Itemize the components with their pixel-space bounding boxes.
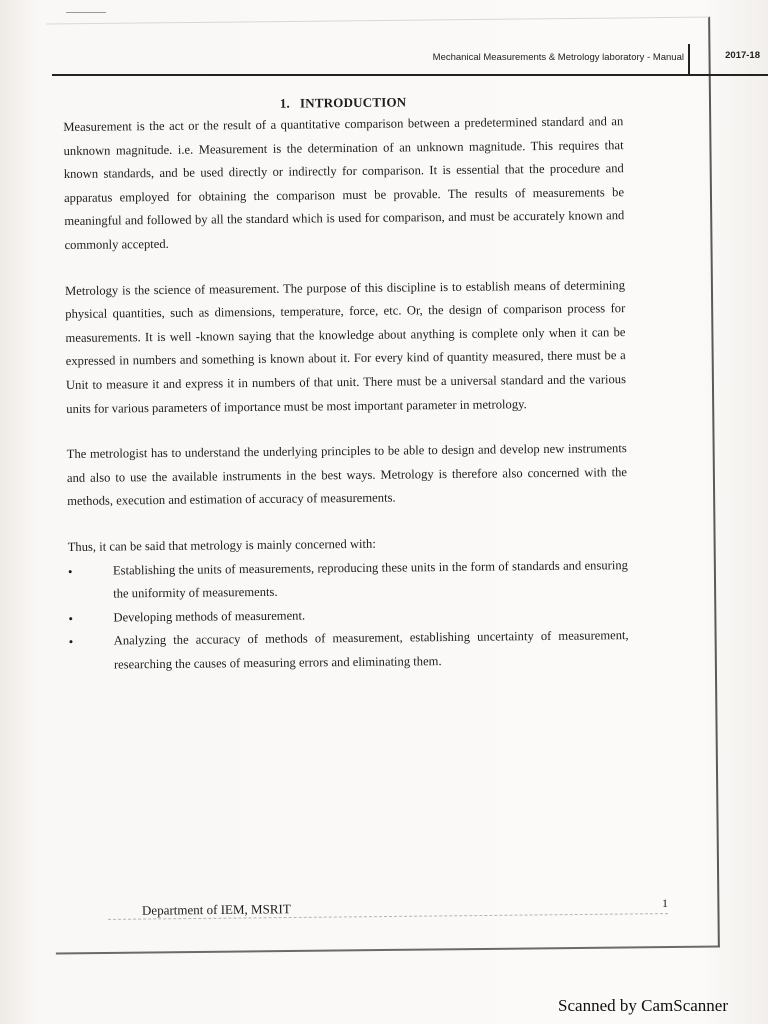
academic-year: 2017-18: [725, 50, 760, 61]
list-item-text: Developing methods of measurement.: [113, 608, 306, 625]
scan-corner-mark: [66, 12, 106, 13]
page-number: 1: [662, 896, 668, 910]
bullet-icon: •: [68, 634, 74, 650]
list-item: [68, 554, 628, 607]
section-number: 1.: [279, 95, 291, 111]
scanner-watermark: Scanned by CamScanner: [558, 996, 728, 1015]
concerns-list: [68, 554, 629, 678]
footer-department: Department of IEM, MSRIT: [141, 901, 291, 918]
paragraph-measurement: Measurement is the act or the result of a quantitative comparison between a predetermined standard and an unknown magnitude. i.e. Measurement is the determination of an unknown magnitude. This requires that known standards, and be used directly or indirectly for comparison. It is essential that the procedure and apparatus employed for obtaining the comparison must be provable. The results of measurements be meaningful and followed by all the standard which is used for comparison, and must be accurately known and commonly accepted.: [63, 114, 625, 252]
list-item-text: Establishing the units of measurements, reproducing these units in the form of standards and ensuring the uniformity of measurements.: [112, 557, 628, 601]
paragraph-concerns-intro: Thus, it can be said that metrology is mainly concerned with:: [67, 536, 376, 554]
paragraph-metrology: Metrology is the science of measurement. The purpose of this discipline is to establish means of determining physical quantities, such as dimensions, temperature, force, etc. Or, the design of comparison process for measurements. It is well -known saying that the knowledge about anything is complete only when it can be expressed in numbers and something is known about it. For every kind of quantity measured, there must be a Unit to measure it and express it in numbers of that unit. There must be a universal standard and the various units for various parameters of importance must be most important parameter in metrology.: [64, 277, 627, 416]
section-title: INTRODUCTION: [299, 94, 407, 111]
bullet-icon: •: [68, 610, 74, 626]
header-rule: [52, 74, 768, 76]
list-item: [69, 624, 629, 677]
list-item-text: Analyzing the accuracy of methods of measurement, establishing uncertainty of measurement, researching the causes of measuring errors and eliminating them.: [113, 628, 629, 672]
manual-title: Mechanical Measurements & Metrology laboratory - Manual: [432, 52, 684, 63]
header-separator: [688, 44, 690, 76]
bullet-icon: •: [67, 563, 73, 579]
page-header: [52, 24, 768, 74]
document-body: [63, 92, 629, 677]
paragraph-metrologist: The metrologist has to understand the underlying principles to be able to design and develop new instruments and also to use the available instruments in the best ways. Metrology is therefore also concerned with the methods, execution and estimation of accuracy of measurements.: [66, 441, 628, 509]
